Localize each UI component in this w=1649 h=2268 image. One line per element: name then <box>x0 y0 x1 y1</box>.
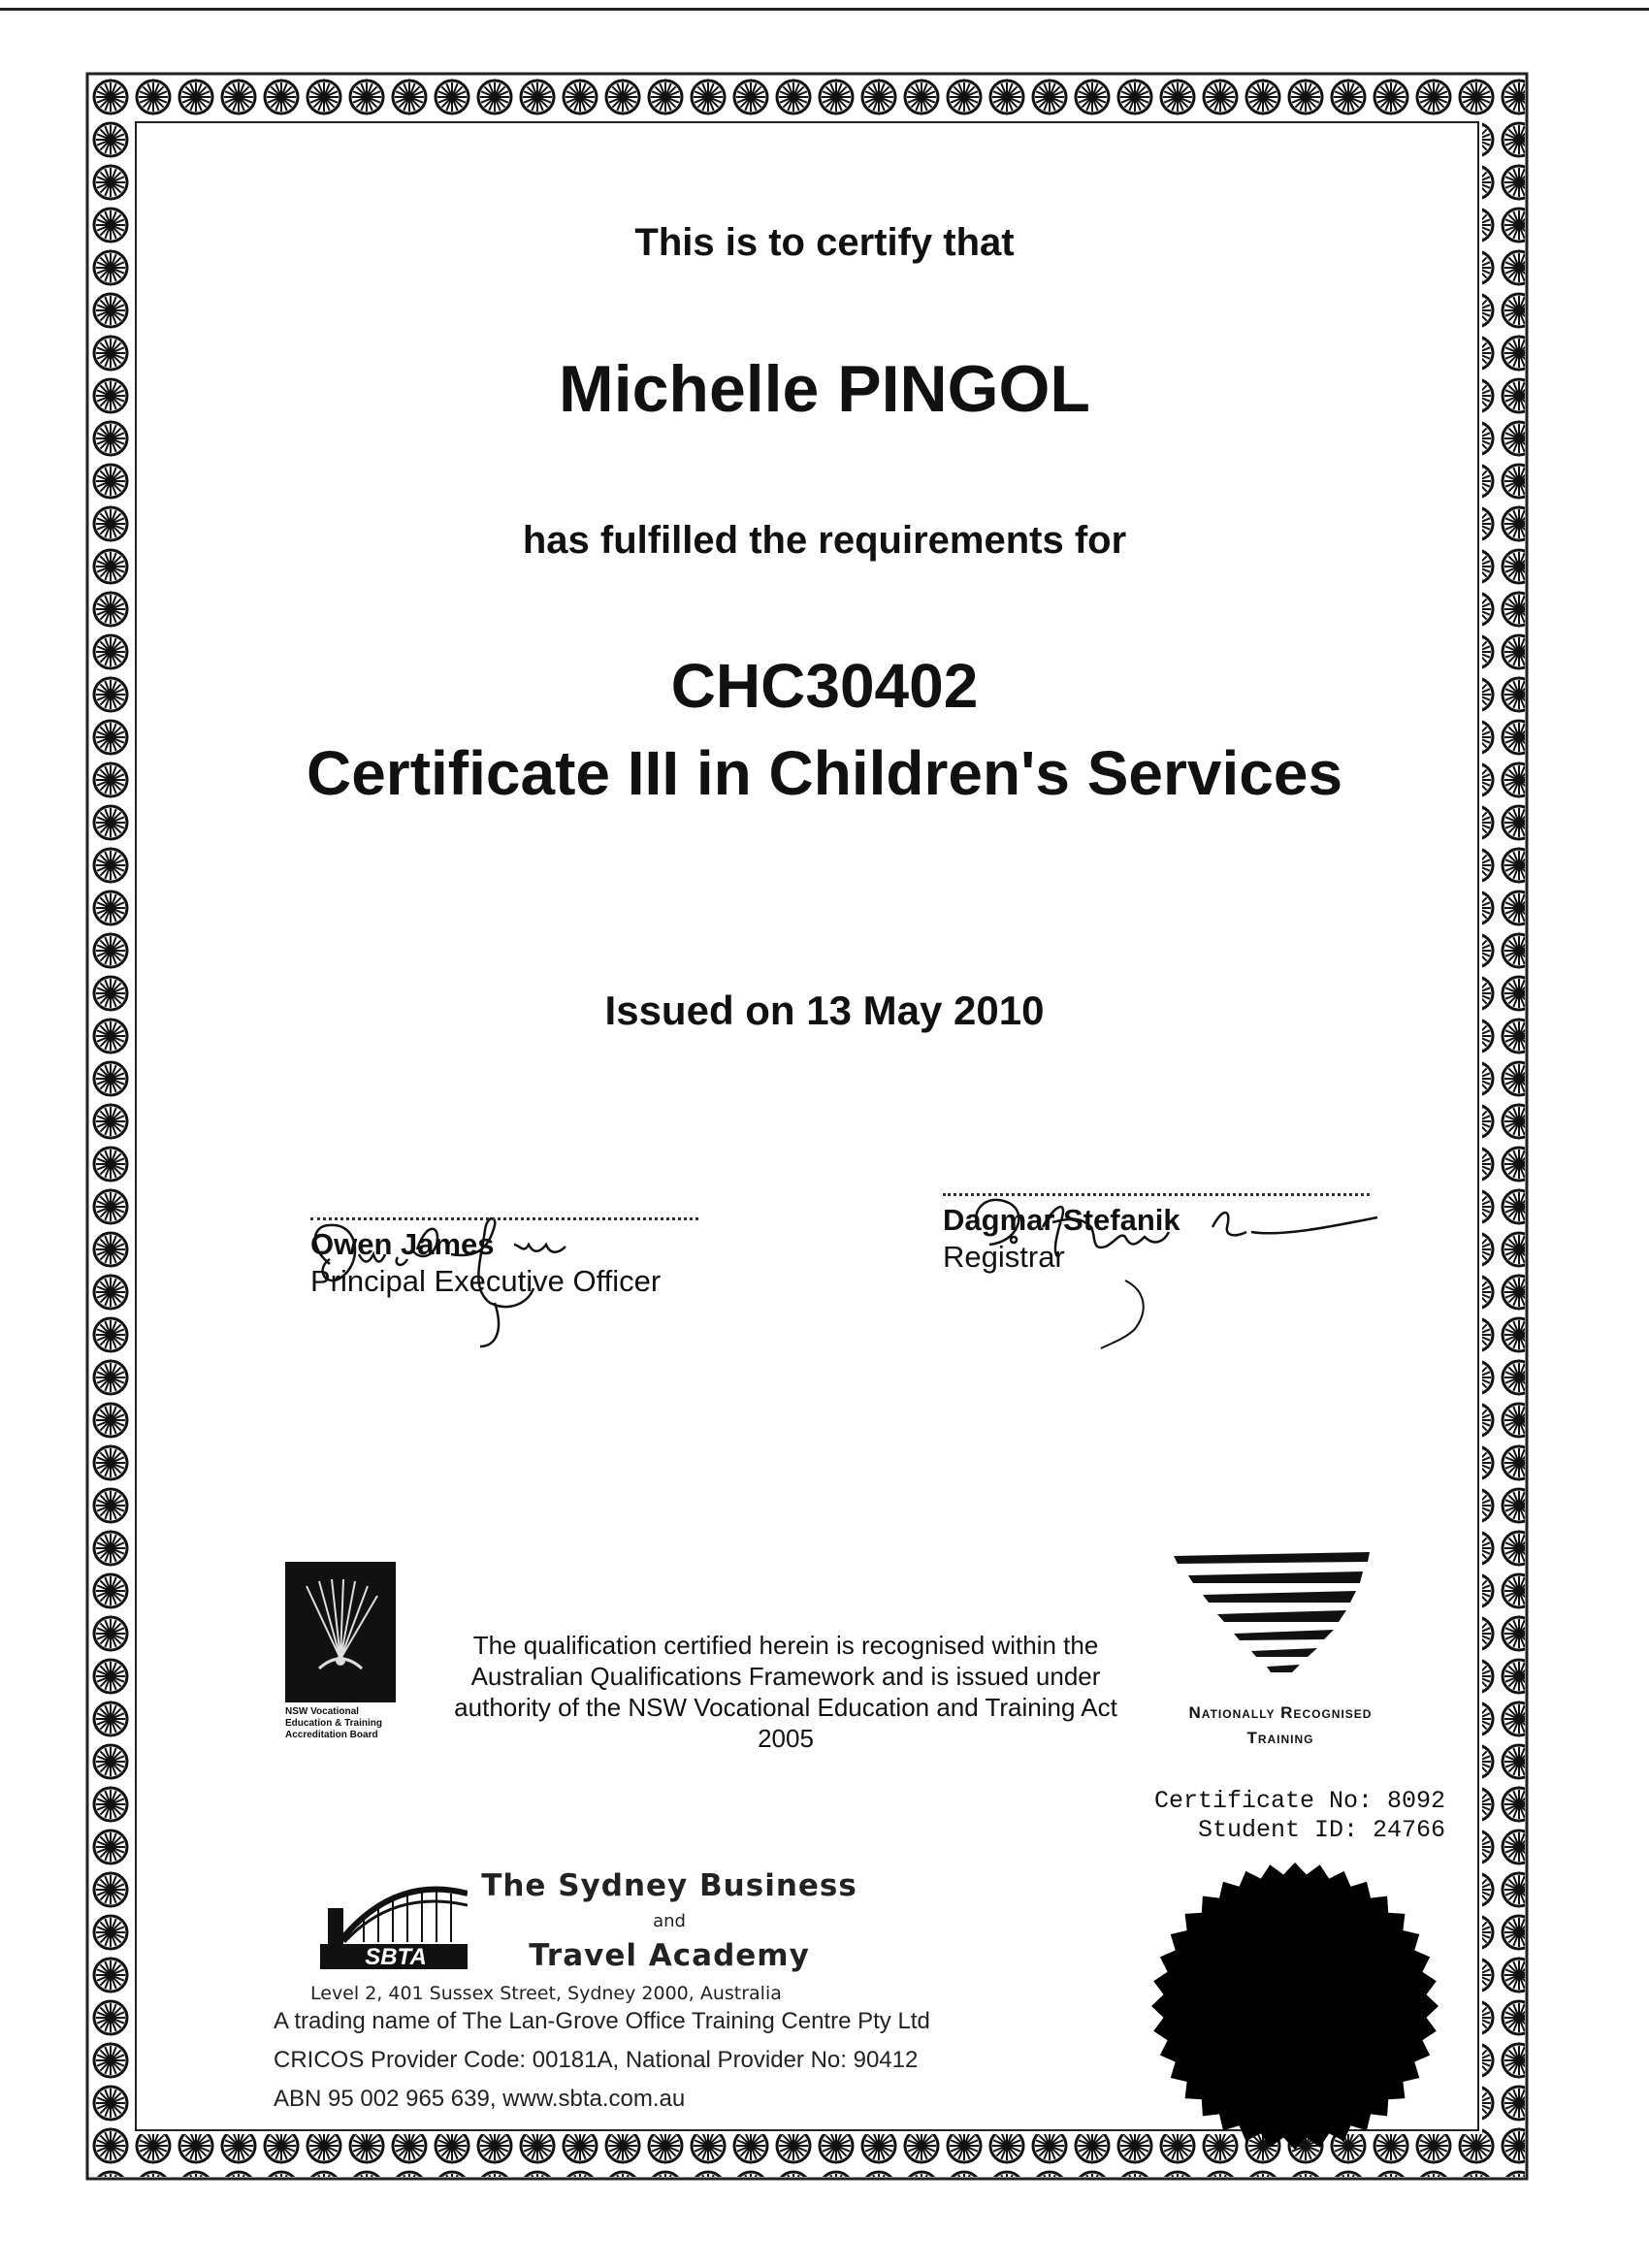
signature-line <box>310 1217 698 1220</box>
signature-line <box>943 1193 1370 1196</box>
student-id: Student ID: 24766 <box>1197 1816 1445 1844</box>
certificate-number: Certificate No: 8092 <box>1153 1787 1445 1815</box>
qualification-title: Certificate III in Children's Services <box>306 738 1343 808</box>
nsw-emblem-icon <box>285 1562 396 1702</box>
trading-name: A trading name of The Lan-Grove Office Training Centre Pty Ltd <box>274 2008 930 2034</box>
nsw-caption-line: Accreditation Board <box>285 1730 378 1740</box>
signature-block-right <box>943 1193 1389 1276</box>
signature-block-left <box>310 1217 698 1300</box>
provider-name-line-2: Travel Academy <box>529 1938 810 1973</box>
nrt-logo <box>1145 1548 1416 1751</box>
signatory-name: Dagmar Stefanik <box>943 1203 1180 1237</box>
nsw-vetab-logo <box>285 1562 396 1756</box>
nrt-triangle-icon <box>1145 1548 1416 1684</box>
sbta-logo-text: SBTA <box>365 1944 427 1970</box>
provider-name-line-1: The Sydney Business <box>481 1868 857 1903</box>
certify-line: This is to certify that <box>634 221 1015 264</box>
signatory-role: Principal Executive Officer <box>310 1264 662 1298</box>
nrt-caption-line-2: Training <box>1246 1729 1314 1747</box>
recipient-name: Michelle PINGOL <box>559 352 1090 426</box>
fulfilled-line: has fulfilled the requirements for <box>522 519 1127 562</box>
nrt-caption-line-1: Nationally Recognised <box>1188 1703 1373 1722</box>
provider-codes: CRICOS Provider Code: 00181A, National Provider No: 90412 <box>274 2047 919 2073</box>
qualification-code: CHC30402 <box>670 651 979 721</box>
aqf-statement: The qualification certified herein is recognised within the Australian Qualifications Framework and is issued under authority of the NSW Vocational Education and Training Act 2005 <box>454 1631 1117 1753</box>
signatory-name: Owen James <box>310 1227 495 1261</box>
certificate-identifiers <box>1067 1787 1445 1845</box>
nsw-caption-line: NSW Vocational <box>285 1706 359 1717</box>
provider-address: Level 2, 401 Sussex Street, Sydney 2000, Australia <box>310 1983 782 2004</box>
provider-name-and: and <box>653 1911 686 1931</box>
abn-website: ABN 95 002 965 639, www.sbta.com.au <box>274 2086 686 2112</box>
issued-date: Issued on 13 May 2010 <box>604 988 1045 1033</box>
embossed-seal <box>1149 1861 1440 2152</box>
nsw-caption-line: Education & Training <box>285 1718 383 1729</box>
signatory-role: Registrar <box>943 1240 1065 1274</box>
